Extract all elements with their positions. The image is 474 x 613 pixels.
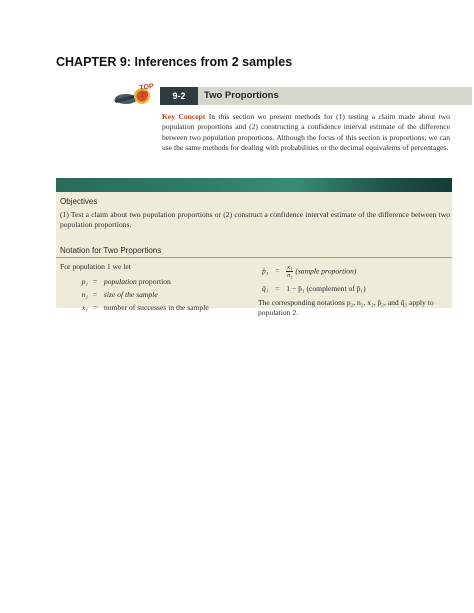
q-hat-formula: q̂₁ = 1 − p̂₁ (complement of p̂₁) (262, 284, 366, 293)
def-n1: n₁ = size of the sample (81, 290, 158, 299)
section-number: 9-2 (160, 87, 198, 105)
section-title: Two Proportions (204, 90, 279, 101)
section-header (160, 87, 472, 105)
def-p1: p₁ = population proportion (81, 277, 171, 286)
notation-divider (56, 257, 452, 258)
logo-text: TOP 20 (139, 83, 155, 99)
p-hat-formula: p̂₁ = $\frac{\text{x₁}}{\text{n₁}}$ (sample proportion) (262, 264, 357, 279)
def-x1: x₁ = number of successes in the sample (81, 303, 209, 312)
key-concept-label: Key Concept (162, 112, 206, 121)
key-concept-text: In this section we present methods for (1) testing a claim made about two population proportions and (2) constructing a confidence interval estimate of the difference between two population proportions. Although the focus of this section is proportions, we can use the same methods for dealing with probabilities or the decimal equivalents of percentages. (162, 112, 450, 152)
notation-heading: Notation for Two Proportions (60, 246, 162, 255)
top20-logo-icon (112, 86, 164, 108)
chapter-title: CHAPTER 9: Inferences from 2 samples (56, 55, 293, 69)
key-concept-paragraph (162, 112, 450, 153)
corresponding-notation-text: The corresponding notations p₂, n₂, x₂, p̂₂, and q̂₂ apply to population 2. (258, 298, 434, 317)
decorative-banner (56, 178, 452, 192)
objectives-heading: Objectives (60, 197, 98, 206)
notation-intro: For population 1 we let (60, 262, 131, 271)
objectives-text: (1) Test a claim about two population proportions or (2) construct a confidence interval estimate of the difference between two population proportions. (60, 210, 450, 229)
